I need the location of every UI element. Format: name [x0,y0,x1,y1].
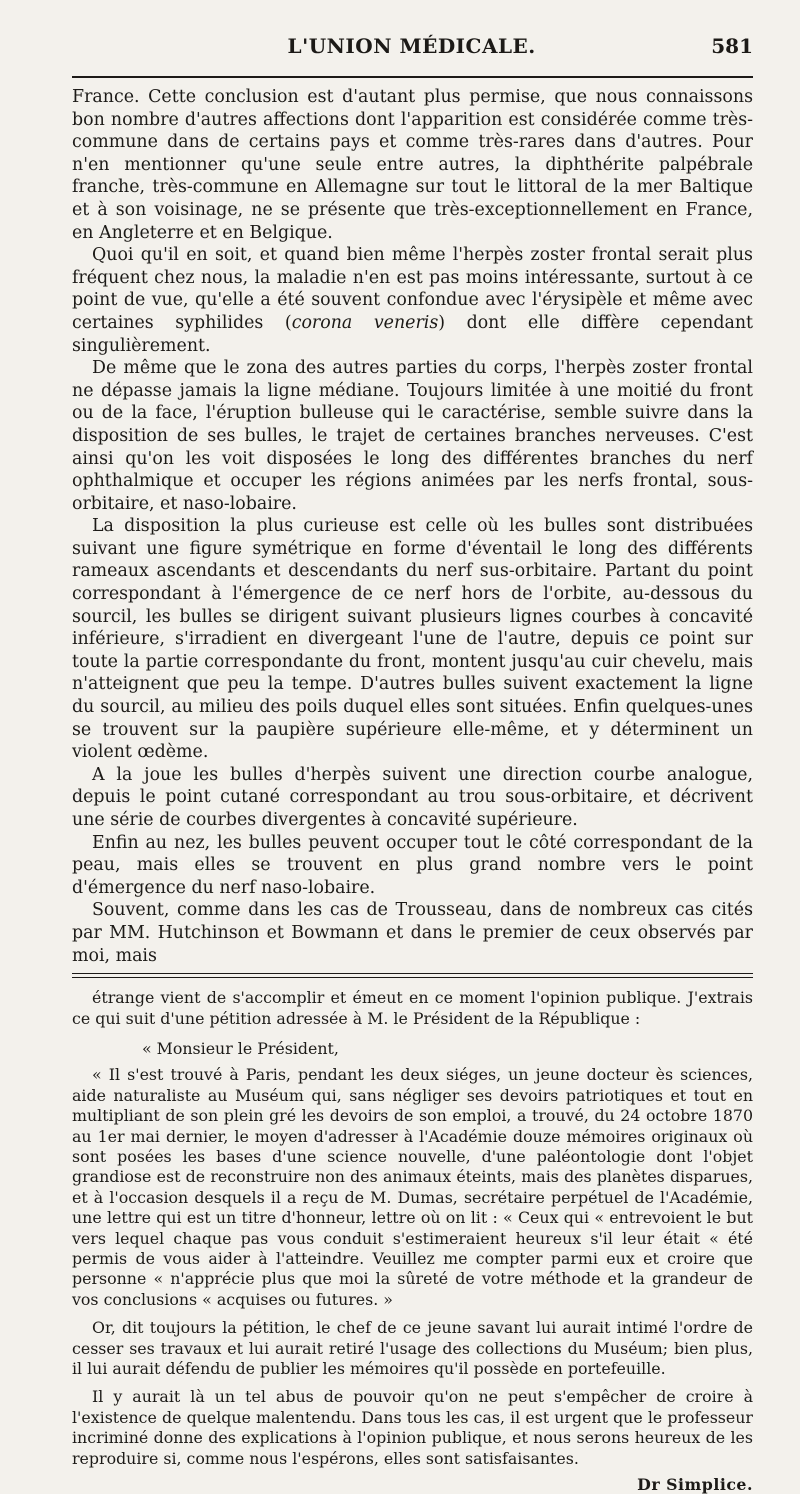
petition-salutation: « Monsieur le Président, [142,1038,339,1058]
article-paragraph: Souvent, comme dans les cas de Trousseau, dans de nombreux cas cités par MM. Hutchinson et Bowmann et dans le premier de ceux observés par moi, mais [72,900,753,966]
page-number: 581 [711,34,753,58]
article-paragraph: A la joue les bulles d'herpès suivent une direction courbe analogue, depuis le point cutané correspondant au trou sous-orbitaire, et décrivent une série de courbes divergentes à concavité supérieure. [72,764,753,830]
page [72,30,753,1494]
section-divider [72,973,753,978]
italic-term: corona veneris [291,312,439,333]
header-rule [72,76,753,78]
journal-title: L'UNION MÉDICALE. [287,34,536,58]
feuilleton-paragraph: Or, dit toujours la pétition, le chef de ce jeune savant lui aurait intimé l'ordre de cesser ses travaux et lui aurait retiré l'usage des collections du Muséum; bien plus, il lui aurait défendu de publier les mémoires qu'il possède en portefeuille. [72,1318,753,1379]
petition-text: « Il s'est trouvé à Paris, pendant les deux siéges, un jeune docteur ès sciences, aide naturaliste au Muséum qui, sans négliger ses devoirs patriotiques et tout en multipliant de son plein gré les devoirs de son emploi, a trouvé, du 24 octobre 1870 au 1er mai dernier, le moyen d'adresser à l'Académie douze mémoires originaux où sont posées les bases d'une science nouvelle, d'une paléontologie dont l'objet grandiose est de reconstruire non des animaux éteints, mais des planètes disparues, et à l'occasion desquels il a reçu de M. Dumas, secrétaire perpétuel de l'Académie, une lettre qui est un titre d'honneur, lettre où on lit : « Ceux qui « entrevoient le but vers lequel chaque pas vous conduit s'estimeraient heureux s'il leur était « été permis de vous aider à l'atteindre. Veuillez me compter parmi eux et croire que personne « n'apprécie plus que moi la sûreté de votre méthode et la grandeur de vos conclusions « acquises ou futures. » [72,1065,753,1309]
feuilleton-paragraph: Il y aurait là un tel abus de pouvoir qu'on ne peut s'empêcher de croire à l'existence de quelque malentendu. Dans tous les cas, il est urgent que le professeur incriminé donne des explications à l'opinion publique, et nous serons heureux de les reproduire si, comme nous l'espérons, elles sont satisfaisantes. [72,1387,753,1468]
article-paragraph: De même que le zona des autres parties du corps, l'herpès zoster frontal ne dépasse jamais la ligne médiane. Toujours limitée à une moitié du front ou de la face, l'éruption bulleuse qui le caractérise, semble suivre dans la disposition de ses bulles, le trajet de certaines branches nerveuses. C'est ainsi qu'on les voit disposées le long des différentes branches du nerf ophthalmique et occuper les régions animées par les nerfs frontal, sous-orbitaire, et naso-lobaire. [72,358,753,514]
signature: Dr Simplice. [637,1475,753,1494]
article-paragraph: France. Cette conclusion est d'autant plus permise, que nous connaissons bon nombre d'autres affections dont l'apparition est considérée comme très-commune dans de certains pays et comme très-rares dans d'autres. Pour n'en mentionner qu'une seule entre autres, la diphthérite palpébrale franche, très-commune en Allemagne sur tout le littoral de la mer Baltique et à son voisinage, ne se présente que très-exceptionnellement en France, en Angleterre et en Belgique. [72,87,753,243]
article-paragraph: La disposition la plus curieuse est celle où les bulles sont distribuées suivant une figure symétrique en forme d'éventail le long des différents rameaux ascendants et descendants du nerf sus-orbitaire. Partant du point correspondant à l'émergence de ce nerf hors de l'orbite, au-dessous du sourcil, les bulles se dirigent suivant plusieurs lignes courbes à concavité inférieure, s'irradient en divergeant l'une de l'autre, depuis ce point sur toute la partie correspondante du front, montent jusqu'au cuir chevelu, mais n'atteignent que peu la tempe. D'autres bulles suivent exactement la ligne du sourcil, au milieu des poils duquel elles sont situées. Enfin quelques-unes se trouvent sur la paupière supérieure elle-même, et y déterminent un violent œdème. [72,516,753,763]
running-header [72,30,753,70]
article-paragraph: Quoi qu'il en soit, et quand bien même l'herpès zoster frontal serait plus fréquent chez nous, la maladie n'en est pas moins intéressante, surtout à ce point de vue, qu'elle a été souvent confondue avec l'érysipèle et même avec certaines syphilides (corona veneris) dont elle diffère cependant singulièrement. [72,245,754,356]
feuilleton [72,988,753,1494]
article-paragraph: Enfin au nez, les bulles peuvent occuper tout le côté correspondant de la peau, mais elles se trouvent en plus grand nombre vers le point d'émergence du nerf naso-lobaire. [72,832,753,898]
feuilleton-intro: étrange vient de s'accomplir et émeut en ce moment l'opinion publique. J'extrais ce qui suit d'une pétition adressée à M. le Président de la République : [72,988,753,1028]
article-body [72,86,753,967]
